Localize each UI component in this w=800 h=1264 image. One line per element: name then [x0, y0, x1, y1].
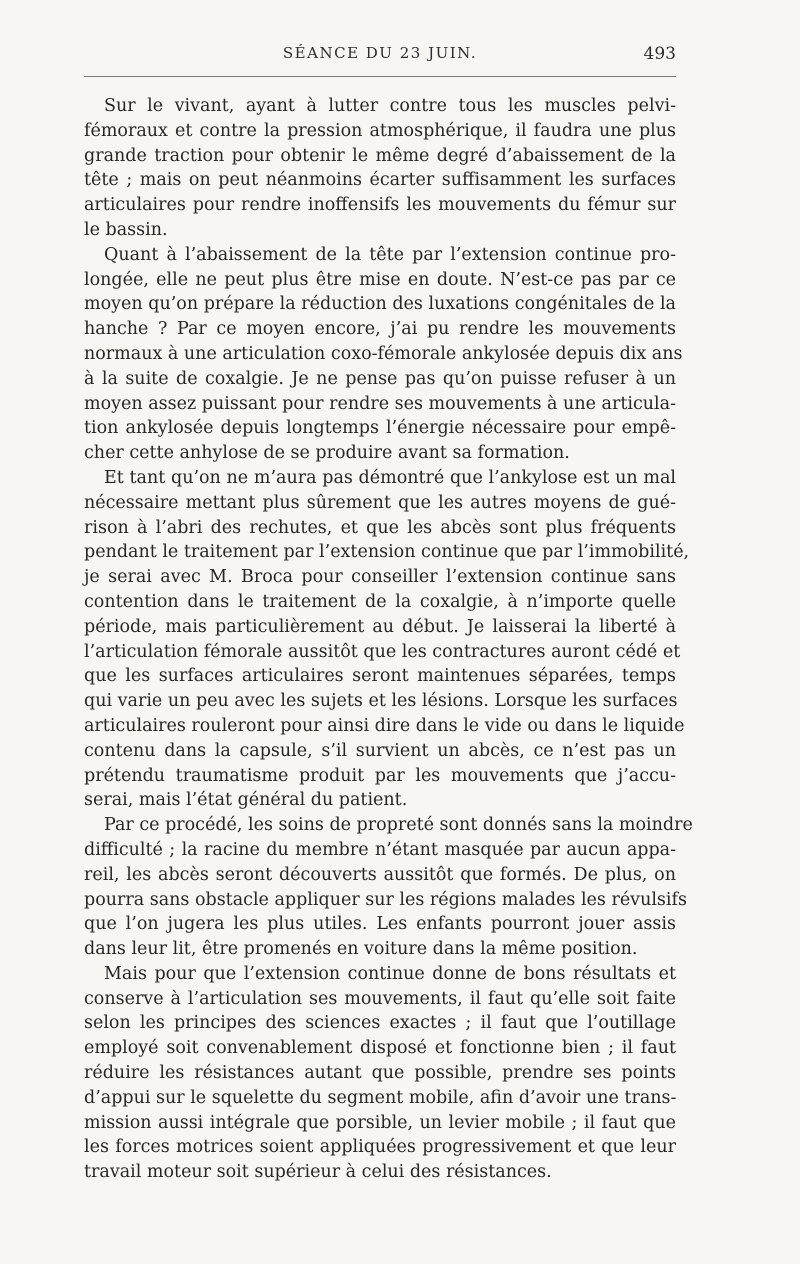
- text-line: Par ce procédé, les soins de propreté sont donnés sans la moindre: [104, 815, 693, 836]
- paragraph-4: [84, 813, 693, 962]
- paragraph-5: [84, 962, 676, 1185]
- running-title: SÉANCE DU 23 JUIN.: [282, 44, 478, 62]
- text-line: période, mais particulièrement au début. Je laisserai la liberté à: [84, 616, 676, 637]
- text-line: difficulté ; la racine du membre n’étant masquée par aucun appa-: [84, 839, 676, 860]
- text-line: longée, elle ne peut plus être mise en doute. N’est-ce pas par ce: [84, 269, 676, 290]
- page-number: 493: [643, 44, 676, 64]
- text-line: conserve à l’articulation ses mouvements, il faut qu’elle soit faite: [84, 988, 676, 1009]
- text-line: l’articulation fémorale aussitôt que les contractures auront cédé et: [84, 641, 681, 662]
- running-head: [84, 44, 676, 72]
- paragraph-2: [84, 243, 683, 466]
- text-line: les forces motrices soient appliquées progressivement et que leur: [84, 1137, 676, 1158]
- text-line: que l’on jugera les plus utiles. Les enfants pourront jouer assis: [84, 914, 676, 935]
- text-line: Mais pour que l’extension continue donne de bons résultats et: [104, 963, 676, 984]
- text-line: dans leur lit, être promenés en voiture dans la même position.: [84, 939, 638, 960]
- text-line: cher cette anhylose de se produire avant sa formation.: [84, 443, 570, 464]
- text-line: à la suite de coxalgie. Je ne pense pas qu’on puisse refuser à un: [84, 368, 676, 389]
- text-line: articulaires rouleront pour ainsi dire dans le vide ou dans le liquide: [84, 715, 685, 736]
- text-line: contention dans le traitement de la coxalgie, à n’importe quelle: [84, 591, 676, 612]
- text-line: mission aussi intégrale que porsible, un levier mobile ; il faut que: [84, 1112, 676, 1133]
- text-line: rison à l’abri des rechutes, et que les abcès sont plus fréquents: [84, 517, 676, 538]
- paragraph-1: [84, 94, 676, 243]
- text-line: Sur le vivant, ayant à lutter contre tous les muscles pelvi-: [104, 96, 676, 116]
- text-line: employé soit convenablement disposé et fonctionne bien ; il faut: [84, 1038, 676, 1059]
- text-line: travail moteur soit supérieur à celui des résistances.: [84, 1162, 552, 1183]
- text-line: serai, mais l’état général du patient.: [84, 790, 408, 811]
- text-line: pendant le traitement par l’extension continue que par l’immobilité,: [84, 542, 690, 563]
- text-line: le bassin.: [84, 219, 168, 240]
- text-line: je serai avec M. Broca pour conseiller l’extension continue sans: [84, 567, 676, 588]
- text-line: contenu dans la capsule, s’il survient un abcès, ce n’est pas un: [84, 740, 676, 761]
- text-line: Et tant qu’on ne m’aura pas démontré que l’ankylose est un mal: [104, 467, 676, 488]
- paragraph-3: [84, 466, 690, 813]
- text-line: grande traction pour obtenir le même degré d’abaissement de la: [84, 145, 676, 166]
- text-line: pourra sans obstacle appliquer sur les régions malades les révulsifs: [84, 889, 687, 910]
- text-line: tête ; mais on peut néanmoins écarter suffisamment les surfaces: [84, 170, 676, 191]
- header-rule: [84, 76, 676, 77]
- text-line: prétendu traumatisme produit par les mouvements que j’accu-: [84, 765, 676, 786]
- text-line: normaux à une articulation coxo-fémorale ankylosée depuis dix ans: [84, 343, 683, 364]
- text-line: Quant à l’abaissement de la tête par l’extension continue pro-: [104, 244, 676, 265]
- text-line: hanche ? Par ce moyen encore, j’ai pu rendre les mouvements: [84, 319, 676, 340]
- text-line: fémoraux et contre la pression atmosphérique, il faudra une plus: [84, 120, 676, 141]
- text-line: d’appui sur le squelette du segment mobile, afin d’avoir une trans-: [84, 1087, 677, 1108]
- text-line: moyen assez puissant pour rendre ses mouvements à une articula-: [84, 393, 676, 414]
- text-line: qui varie un peu avec les sujets et les lésions. Lorsque les surfaces: [84, 691, 678, 712]
- text-line: que les surfaces articulaires seront maintenues séparées, temps: [84, 666, 676, 687]
- text-line: articulaires pour rendre inoffensifs les mouvements du fémur sur: [84, 195, 676, 216]
- text-line: réduire les résistances autant que possible, prendre ses points: [84, 1063, 676, 1084]
- text-line: reil, les abcès seront découverts aussitôt que formés. De plus, on: [84, 864, 676, 885]
- text-line: selon les principes des sciences exactes ; il faut que l’outillage: [84, 1013, 676, 1034]
- text-line: moyen qu’on prépare la réduction des luxations congénitales de la: [84, 294, 676, 315]
- text-line: nécessaire mettant plus sûrement que les autres moyens de gué-: [84, 492, 676, 513]
- text-line: tion ankylosée depuis longtemps l’énergie nécessaire pour empê-: [84, 418, 676, 439]
- body-text: [84, 94, 693, 1185]
